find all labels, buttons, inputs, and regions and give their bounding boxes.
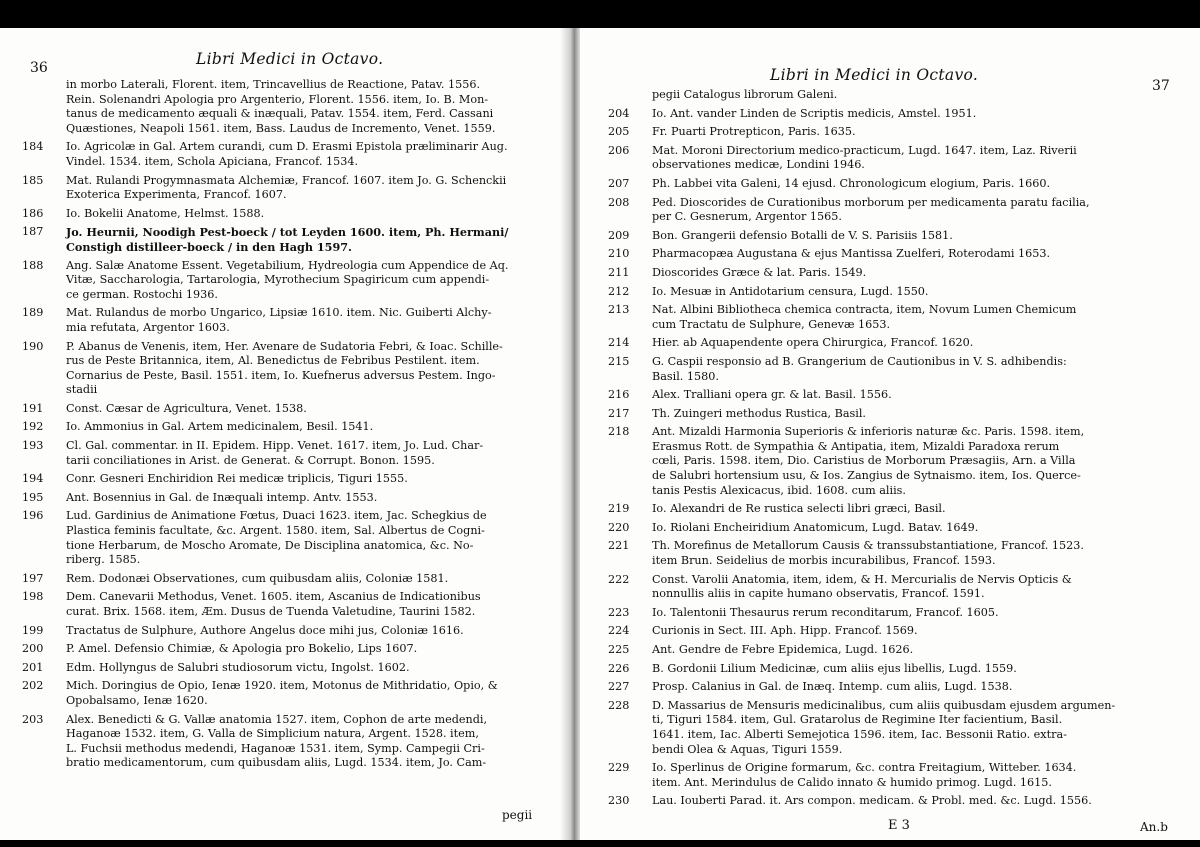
- entry-number: 197: [22, 571, 44, 585]
- entry-number: 211: [608, 265, 630, 279]
- catalog-entry: [22, 306, 532, 335]
- entry-text: G. Caspii responsio ad B. Grangerium de Cautionibus in V. S. adhibendis: Basil. 1580.: [652, 354, 1067, 383]
- entry-number: 201: [22, 660, 44, 674]
- catalog-entry: [22, 420, 532, 435]
- catalog-entry: [608, 662, 1178, 677]
- catalog-entry: [22, 207, 532, 222]
- entry-number: 194: [22, 472, 44, 486]
- entry-text: Ped. Dioscorides de Curationibus morborum per medicamenta paratu facilia, per C. Gesnerum, Argentor 1565.: [652, 195, 1090, 224]
- catalog-entry: [22, 259, 532, 303]
- page-number: 37: [1152, 78, 1170, 94]
- page-number: 36: [30, 60, 48, 76]
- catalog-entry: [608, 606, 1178, 621]
- entry-text: Ant. Gendre de Febre Epidemica, Lugd. 1626.: [652, 643, 914, 656]
- catalog-entry: [22, 78, 532, 136]
- catalog-entry: [608, 643, 1178, 658]
- entry-number: 210: [608, 247, 630, 261]
- entry-text: Prosp. Calanius in Gal. de Inæq. Intemp. cum aliis, Lugd. 1538.: [652, 680, 1013, 694]
- catalog-entry: [608, 144, 1178, 173]
- entry-text: Dem. Canevarii Methodus, Venet. 1605. item, Ascanius de Indicationibus curat. Brix. 1568. item, Æm. Dusus de Tuenda Valetudine, Taurini 1582.: [66, 590, 481, 618]
- entry-number: 218: [608, 425, 630, 439]
- entry-text: Lau. Iouberti Parad. it. Ars compon. medicam. & Probl. med. &c. Lugd. 1556.: [652, 794, 1092, 808]
- running-head: Libri Medici in Octavo.: [196, 50, 384, 68]
- catalog-entry: [22, 491, 532, 506]
- entry-number: 224: [608, 624, 630, 638]
- entry-text: Hier. ab Aquapendente opera Chirurgica, Francof. 1620.: [652, 336, 974, 350]
- entry-number: 227: [608, 680, 630, 694]
- catalog-entry: [22, 661, 532, 676]
- catalog-entry: [608, 502, 1178, 517]
- entry-number: 202: [22, 679, 44, 693]
- entry-number: 226: [608, 661, 630, 675]
- catalog-entry: [608, 388, 1178, 403]
- catalog-entry: [608, 285, 1178, 300]
- entry-number: 196: [22, 509, 44, 523]
- entry-text: pegii Catalogus librorum Galeni.: [652, 88, 838, 101]
- entry-number: 198: [22, 590, 44, 604]
- catalog-entry: [608, 247, 1178, 262]
- entry-text: Io. Ammonius in Gal. Artem medicinalem, Besil. 1541.: [66, 420, 374, 434]
- catalog-entry: [608, 107, 1178, 122]
- entry-text: Ang. Salæ Anatome Essent. Vegetabilium, Hydreologia cum Appendice de Aq. Vitæ, Saccharologia, Tartarologia, Myrothecium Spagiricum cum appendi- ce german. Rostochi 1936.: [66, 258, 509, 301]
- entry-number: 216: [608, 388, 630, 402]
- entry-text: Io. Riolani Encheiridium Anatomicum, Lugd. Batav. 1649.: [652, 520, 979, 534]
- entry-text: Mat. Rulandus de morbo Ungarico, Lipsiæ 1610. item. Nic. Guiberti Alchy- mia refutata, Argentor 1603.: [66, 306, 492, 334]
- signature-mark: E 3: [888, 818, 910, 833]
- entry-text: Conr. Gesneri Enchiridion Rei medicæ triplicis, Tiguri 1555.: [66, 472, 408, 486]
- entry-number: 228: [608, 698, 630, 712]
- entry-text: Io. Mesuæ in Antidotarium censura, Lugd. 1550.: [652, 284, 929, 298]
- catchword: pegii: [502, 808, 533, 822]
- entry-text: Nat. Albini Bibliotheca chemica contracta, item, Novum Lumen Chemicum cum Tractatu de Sulphure, Genevæ 1653.: [652, 303, 1077, 331]
- catchword: An.b: [1140, 820, 1168, 834]
- entry-number: 222: [608, 572, 630, 586]
- entry-text: Dioscorides Græce & lat. Paris. 1549.: [652, 265, 867, 279]
- entry-number: 193: [22, 439, 44, 453]
- catalog-entry: [608, 196, 1178, 225]
- catalog-entry: [22, 679, 532, 708]
- right-page: [580, 28, 1200, 840]
- catalog-entry: [608, 573, 1178, 602]
- entry-text: Io. Talentonii Thesaurus rerum reconditarum, Francof. 1605.: [652, 605, 999, 619]
- catalog-entry: [22, 624, 532, 639]
- entry-number: 223: [608, 605, 630, 619]
- catalog-entry: [22, 572, 532, 587]
- catalog-entry: [608, 303, 1178, 332]
- entry-text: Bon. Grangerii defensio Botalli de V. S. Parisiis 1581.: [652, 228, 953, 242]
- catalog-entry: [22, 509, 532, 567]
- entry-text: Mat. Moroni Directorium medico-practicum, Lugd. 1647. item, Laz. Riverii observationes medicæ, Londini 1946.: [652, 143, 1077, 172]
- entry-number: 230: [608, 794, 630, 808]
- entry-number: 199: [22, 623, 44, 637]
- entry-number: 189: [22, 306, 44, 320]
- entry-number: 207: [608, 176, 630, 190]
- entry-text: Tractatus de Sulphure, Authore Angelus doce mihi jus, Coloniæ 1616.: [66, 623, 464, 637]
- catalog-entry: [608, 336, 1178, 351]
- catalog-entry: [608, 699, 1178, 757]
- entry-text: Edm. Hollyngus de Salubri studiosorum victu, Ingolst. 1602.: [66, 660, 410, 674]
- entry-number: 188: [22, 258, 44, 272]
- entry-text: Mat. Rulandi Progymnasmata Alchemiæ, Francof. 1607. item Jo. G. Schenckii Exoterica Experimenta, Francof. 1607.: [66, 173, 507, 202]
- entry-text: P. Amel. Defensio Chimiæ, & Apologia pro Bokelio, Lips 1607.: [66, 642, 418, 656]
- catalog-entry: [608, 355, 1178, 384]
- entry-number: 212: [608, 284, 630, 298]
- running-head: Libri in Medici in Octavo.: [770, 66, 979, 84]
- catalog-entry: [608, 266, 1178, 281]
- entry-text: Cl. Gal. commentar. in II. Epidem. Hipp. Venet. 1617. item, Jo. Lud. Char- tarii conciliationes in Arist. de Generat. & Corrupt. Bonon. 1595.: [66, 439, 484, 467]
- entry-text: Io. Bokelii Anatome, Helmst. 1588.: [66, 206, 265, 220]
- entry-number: 225: [608, 643, 630, 656]
- entry-text: Th. Morefinus de Metallorum Causis & transsubstantiatione, Francof. 1523. item Brun. Seidelius de morbis incurabilibus, Francof. 1593.: [652, 539, 1084, 568]
- entry-number: 206: [608, 143, 630, 157]
- entry-number: 203: [22, 712, 44, 726]
- entry-text: Curionis in Sect. III. Aph. Hipp. Francof. 1569.: [652, 624, 918, 638]
- entry-text: Rem. Dodonæi Observationes, cum quibusdam aliis, Coloniæ 1581.: [66, 571, 449, 585]
- catalog-entry: [22, 174, 532, 203]
- entry-text: Mich. Doringius de Opio, Ienæ 1920. item, Motonus de Mithridatio, Opio, & Opobalsamo, Ienæ 1620.: [66, 679, 498, 707]
- catalog-entry: [608, 88, 1178, 103]
- entry-number: 191: [22, 401, 44, 415]
- entry-number: 220: [608, 520, 630, 534]
- entry-text: Io. Sperlinus de Origine formarum, &c. contra Freitagium, Witteber. 1634. item. Ant. Merindulus de Calido innato & humido primog. Lugd. 1615.: [652, 761, 1077, 789]
- entry-text: Jo. Heurnii, Noodigh Pest-boeck / tot Leyden 1600. item, Ph. Hermani/ Constigh distilleer-boeck / in den Hagh 1597.: [66, 225, 509, 254]
- entry-number: 229: [608, 761, 630, 775]
- entry-text: Pharmacopæa Augustana & ejus Mantissa Zuelferi, Roterodami 1653.: [652, 247, 1051, 261]
- entry-number: 190: [22, 339, 44, 353]
- entry-number: 215: [608, 354, 630, 368]
- catalog-entry: [608, 229, 1178, 244]
- catalog-entry: [608, 407, 1178, 422]
- catalog-entry: [22, 140, 532, 169]
- entry-number: 192: [22, 420, 44, 434]
- entry-number: 200: [22, 642, 44, 656]
- entry-number: 213: [608, 303, 630, 317]
- entry-text: B. Gordonii Lilium Medicinæ, cum aliis ejus libellis, Lugd. 1559.: [652, 661, 1017, 675]
- catalog-entry: [608, 125, 1178, 140]
- entry-text: Ant. Bosennius in Gal. de Inæquali intemp. Antv. 1553.: [66, 490, 378, 504]
- catalog-entry: [22, 472, 532, 487]
- left-page: [0, 28, 566, 840]
- entry-text: Io. Agricolæ in Gal. Artem curandi, cum D. Erasmi Epistola præliminarir Aug. Vindel. 1534. item, Schola Apiciana, Francof. 1534.: [66, 140, 508, 168]
- catalog-entry: [608, 761, 1178, 790]
- entry-text: Io. Alexandri de Re rustica selecti libri græci, Basil.: [652, 502, 946, 516]
- entry-text: Ant. Mizaldi Harmonia Superioris & inferioris naturæ &c. Paris. 1598. item, Erasmus Rott. de Sympathia & Antipatia, item, Mizaldi Paradoxa rerum cœli, Paris. 1598. item, Dio. Caristius de Morborum Præsagiis, Arn. a Villa de Salubri hortensium usu, & Ios. Zangius de Sytnaismo. item, Ios. Querce- tanis Pestis Alexicacus, ibid. 1608. cum aliis.: [652, 425, 1085, 497]
- entry-number: 219: [608, 502, 630, 516]
- catalog-entry: [608, 794, 1178, 809]
- catalog-entry: [22, 340, 532, 398]
- entry-number: 187: [22, 225, 44, 239]
- catalog-entry: [22, 402, 532, 417]
- catalog-entry: [22, 590, 532, 619]
- entry-number: 205: [608, 125, 630, 139]
- entry-text: Lud. Gardinius de Animatione Fœtus, Duaci 1623. item, Jac. Schegkius de Plastica feminis facultate, &c. Argent. 1580. item, Sal. Albertus de Cogni- tione Herbarum, de Moscho Aromate, De Disciplina anatomica, &c. No- riberg. 1585.: [66, 509, 487, 567]
- entry-text: D. Massarius de Mensuris medicinalibus, cum aliis quibusdam ejusdem argumen- ti, Tiguri 1584. item, Gul. Gratarolus de Regimine Iter facientium, Basil. 1641. item, Iac. Alberti Semejotica 1596. item, Iac. Bessonii Ratio. extra- bendi Olea & Aquas, Tiguri 1559.: [652, 698, 1116, 756]
- entry-text: in morbo Laterali, Florent. item, Trincavellius de Reactione, Patav. 1556. Rein. Solenandri Apologia pro Argenterio, Florent. 1556. item, Io. B. Mon- tanus de medicamento æquali & inæquali, Patav. 1554. item, Ferd. Cassani Quæstiones, Neapoli 1561. item, Bass. Laudus de Incremento, Venet. 1559.: [66, 78, 496, 135]
- entry-number: 214: [608, 336, 630, 350]
- entry-number: 186: [22, 206, 44, 220]
- entry-number: 209: [608, 228, 630, 242]
- catalog-entry: [608, 624, 1178, 639]
- catalog-entry: [22, 439, 532, 468]
- catalog-entry: [608, 425, 1178, 498]
- entry-text: Ph. Labbei vita Galeni, 14 ejusd. Chronologicum elogium, Paris. 1660.: [652, 176, 1051, 190]
- entry-text: Io. Ant. vander Linden de Scriptis medicis, Amstel. 1951.: [652, 106, 977, 120]
- catalog-entry: [22, 225, 532, 254]
- entry-text: Alex. Tralliani opera gr. & lat. Basil. 1556.: [652, 388, 892, 402]
- catalog-entry: [608, 521, 1178, 536]
- entry-number: 185: [22, 173, 44, 187]
- entry-text: Const. Cæsar de Agricultura, Venet. 1538.: [66, 401, 307, 415]
- catalog-entries: [22, 78, 532, 775]
- catalog-entry: [608, 680, 1178, 695]
- entry-number: 217: [608, 406, 630, 420]
- entry-text: Alex. Benedicti & G. Vallæ anatomia 1527. item, Cophon de arte medendi, Haganoæ 1532. item, G. Valla de Simplicium natura, Argent. 1528. item, L. Fuchsii methodus medendi, Haganoæ 1531. item, Symp. Campegii Cri- bratio medicamentorum, cum quibusdam aliis, Lugd. 1534. item, Jo. Cam-: [66, 712, 488, 770]
- catalog-entry: [608, 177, 1178, 192]
- catalog-entry: [22, 713, 532, 771]
- entry-text: Const. Varolii Anatomia, item, idem, & H. Mercurialis de Nervis Opticis & nonnullis aliis in capite humano observatis, Francof. 1591.: [652, 572, 1072, 601]
- entry-number: 184: [22, 140, 44, 154]
- entry-number: 221: [608, 539, 630, 553]
- catalog-entries: [608, 88, 1178, 813]
- catalog-entry: [608, 539, 1178, 568]
- entry-text: Fr. Puarti Protrepticon, Paris. 1635.: [652, 125, 856, 139]
- entry-number: 195: [22, 490, 44, 504]
- entry-text: P. Abanus de Venenis, item, Her. Avenare de Sudatoria Febri, & Ioac. Schille- rus de Peste Britannica, item, Al. Benedictus de Febribus Pestilent. item. Cornarius de Peste, Basil. 1551. item, Io. Kuefnerus adversus Pestem. Ingo- stadii: [66, 339, 503, 397]
- entry-number: 208: [608, 195, 630, 209]
- catalog-entry: [22, 642, 532, 657]
- entry-text: Th. Zuingeri methodus Rustica, Basil.: [652, 406, 866, 420]
- entry-number: 204: [608, 106, 630, 120]
